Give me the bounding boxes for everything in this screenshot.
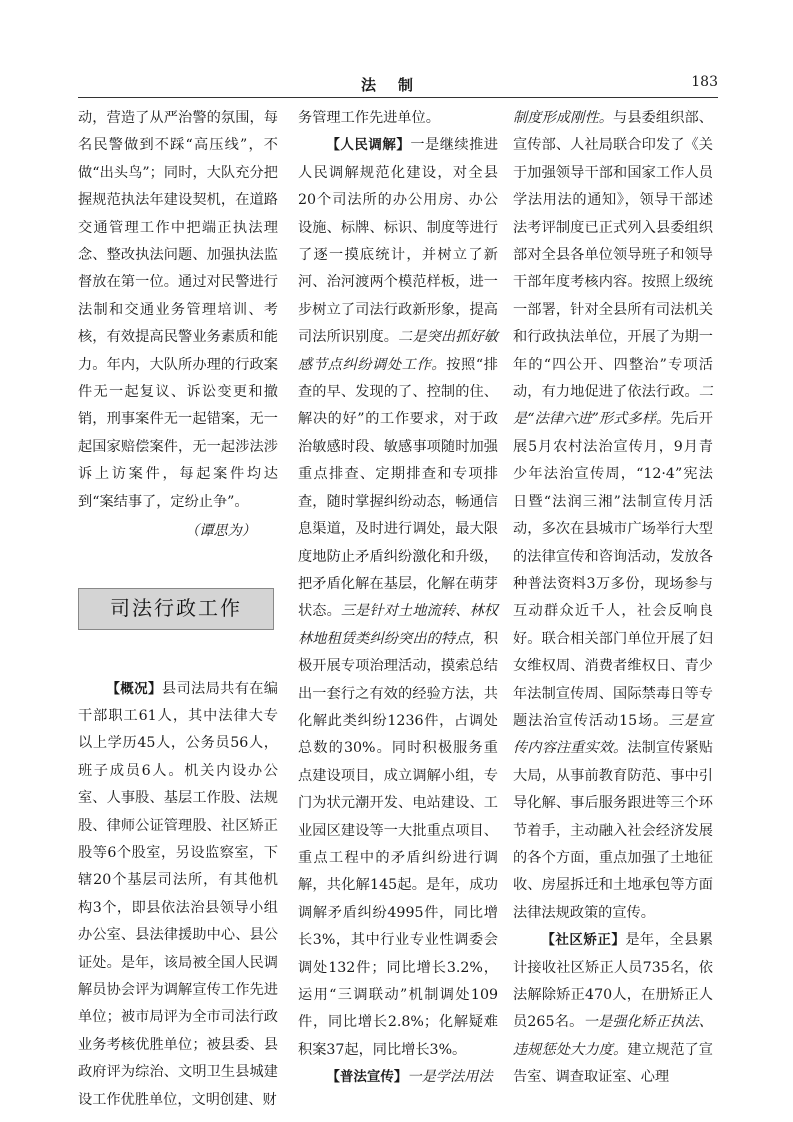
- publicity-point-2-title: 二是“法律六进”形式多样。: [513, 384, 713, 428]
- column-2: [298, 105, 498, 1092]
- publicity-point-2-text: 先后开展5月农村法治宣传月，9月青少年法治宣传周，“12·4”宪法日暨“法润三湘”法制宣传月活动，多次在县城市广场举行大型的法律宣传和咨询活动，发放各种普法资料3万多份，现场参与互动群众近千人，社会反响良好。联合相关部门单位开展了妇女维权周、消费者维权日、青少年法制宣传周、国际禁毒日等专题法治宣传活动15场。: [513, 411, 713, 729]
- publicity-point-1-title: 制度形成刚性。: [513, 110, 614, 126]
- publicity-tag: 【普法宣传】: [326, 1069, 408, 1086]
- overview-text: 县司法局共有在编干部职工61人，其中法律大专以上学历45人，公务员56人，班子成员6人。机关内设办公室、人事股、基层工作股、法规股、律师公证管理股、社区矫正股等6个股室，另设监察室，下辖20个基层司法所，有其他机构3个，即县依法治县领导小组办公室、县法律援助中心、县公证处。是年，该局被全国人民调解员协会评为调解宣传工作先进单位；被市局评为全市司法行政业务考核优胜单位；被县委、县政府评为综治、文明卫生县城建设工作优胜单位，文明创建、财: [78, 680, 278, 1108]
- col1-paragraph: 动，营造了从严治警的氛围，每名民警做到不踩“高压线”，不做“出头鸟”；同时，大队充分把握规范执法年建设契机，在道路交通管理工作中把端正执法理念、整改执法问题、加强执法监督放在第一位。通过对民警进行法制和交通业务管理培训、考核，有效提高民警业务素质和能力。年内，大队所办理的行政案件无一起复议、诉讼变更和撤销，刑事案件无一起错案，无一起国家赔偿案件，无一起涉法涉诉上访案件，每起案件均达到“案结事了，定纷止争”。: [78, 110, 278, 510]
- correction-point-1-text: 建立规范了宣告室、调查取证室、心理: [513, 1041, 713, 1086]
- mediation-text-c: 按照“排查的早、发现的了、控制的住、解决的好”的工作要求，对于政治敏感时段、敏感事项随时加强重点排查、定期排查和专项排查，随时掌握纠纷动态，畅通信息渠道，及时进行调处，最大限度地防止矛盾纠纷激化和升级，把矛盾化解在基层，化解在萌芽状态。: [298, 356, 498, 620]
- page-number: 183: [691, 74, 718, 90]
- mediation-text-d: 三是针对土地流转、林权林地租赁类纠纷突出的特点，: [298, 603, 498, 647]
- mediation-text-e: 积极开展专项治理活动，摸索总结出一套行之有效的经验方法，共化解此类纠纷1236件，占调处总数的30%。同时积极服务重点建设项目，成立调解小组，专门为状元潮开发、电站建设、工业园区建设等一大批重点项目、重点工程中的矛盾纠纷进行调解，共化解145起。是年，成功调解矛盾纠纷4995件，同比增长3%，其中行业专业性调委会调处132件；同比增长3.2%，运用“三调联动”机制调处109件，同比增长2.8%；化解疑难积案37起，同比增长3%。: [298, 630, 498, 1058]
- publicity-point-1-text: 与县委组织部、宣传部、人社局联合印发了《关于加强领导干部和国家工作人员学法用法的通知》，领导干部述法考评制度已正式列入县委组织部对全县各单位领导班子和领导干部年度考核内容。按照上级统一部署，针对全县所有司法机关和行政执法单位，开展了为期一年的“四公开、四整治”专项活动，有力地促进了依法行政。: [513, 110, 713, 401]
- header-rule: [78, 97, 718, 98]
- continued-paragraph: 务管理工作先进单位。: [298, 110, 440, 126]
- correction-text: 是年，全县累计接收社区矫正人员735名，依法解除矫正470人，在册矫正人员265名。: [513, 932, 713, 1031]
- author-signature: （谭思为）: [185, 523, 256, 540]
- correction-paragraph: [513, 927, 713, 1091]
- section-title: 司法行政工作: [110, 595, 242, 620]
- column-1: [78, 105, 278, 1114]
- correction-point-1-title: 一是强化矫正执法、违规惩处大力度。: [513, 1014, 713, 1058]
- overview-tag: 【概况】: [106, 680, 162, 697]
- header-title: 法制: [360, 76, 435, 94]
- mediation-tag: 【人民调解】: [326, 137, 411, 154]
- mediation-paragraph: [298, 132, 498, 1064]
- section-heading-box: [78, 588, 274, 630]
- publicity-continued-paragraph: [513, 105, 713, 927]
- mediation-text-b: 二是突出抓好敏感节点纠纷调处工作。: [298, 329, 498, 373]
- column-3: [513, 105, 713, 1092]
- overview-paragraph: [78, 676, 278, 1115]
- publicity-point-3-title: 三是宣传内容注重实效。: [513, 712, 713, 757]
- publicity-text: 一是学法用法: [407, 1069, 493, 1086]
- mediation-text-a: 一是继续推进人民调解规范化建设，对全县20个司法所的办公用房、办公设施、标牌、标识、制度等进行了逐一摸底统计，并树立了新河、治河渡两个模范样板，进一步树立了司法行政新形象，提高司法所识别度。: [298, 137, 498, 346]
- correction-tag: 【社区矫正】: [541, 932, 626, 949]
- publicity-paragraph: [298, 1064, 498, 1091]
- page-header: [78, 74, 718, 96]
- publicity-point-3-text: 法制宣传紧贴大局，从事前教育防范、事中引导化解、事后服务跟进等三个环节着手，主动融入社会经济发展的各个方面，重点加强了土地征收、房屋拆迁和土地承包等方面法律法规政策的宣传。: [513, 740, 713, 921]
